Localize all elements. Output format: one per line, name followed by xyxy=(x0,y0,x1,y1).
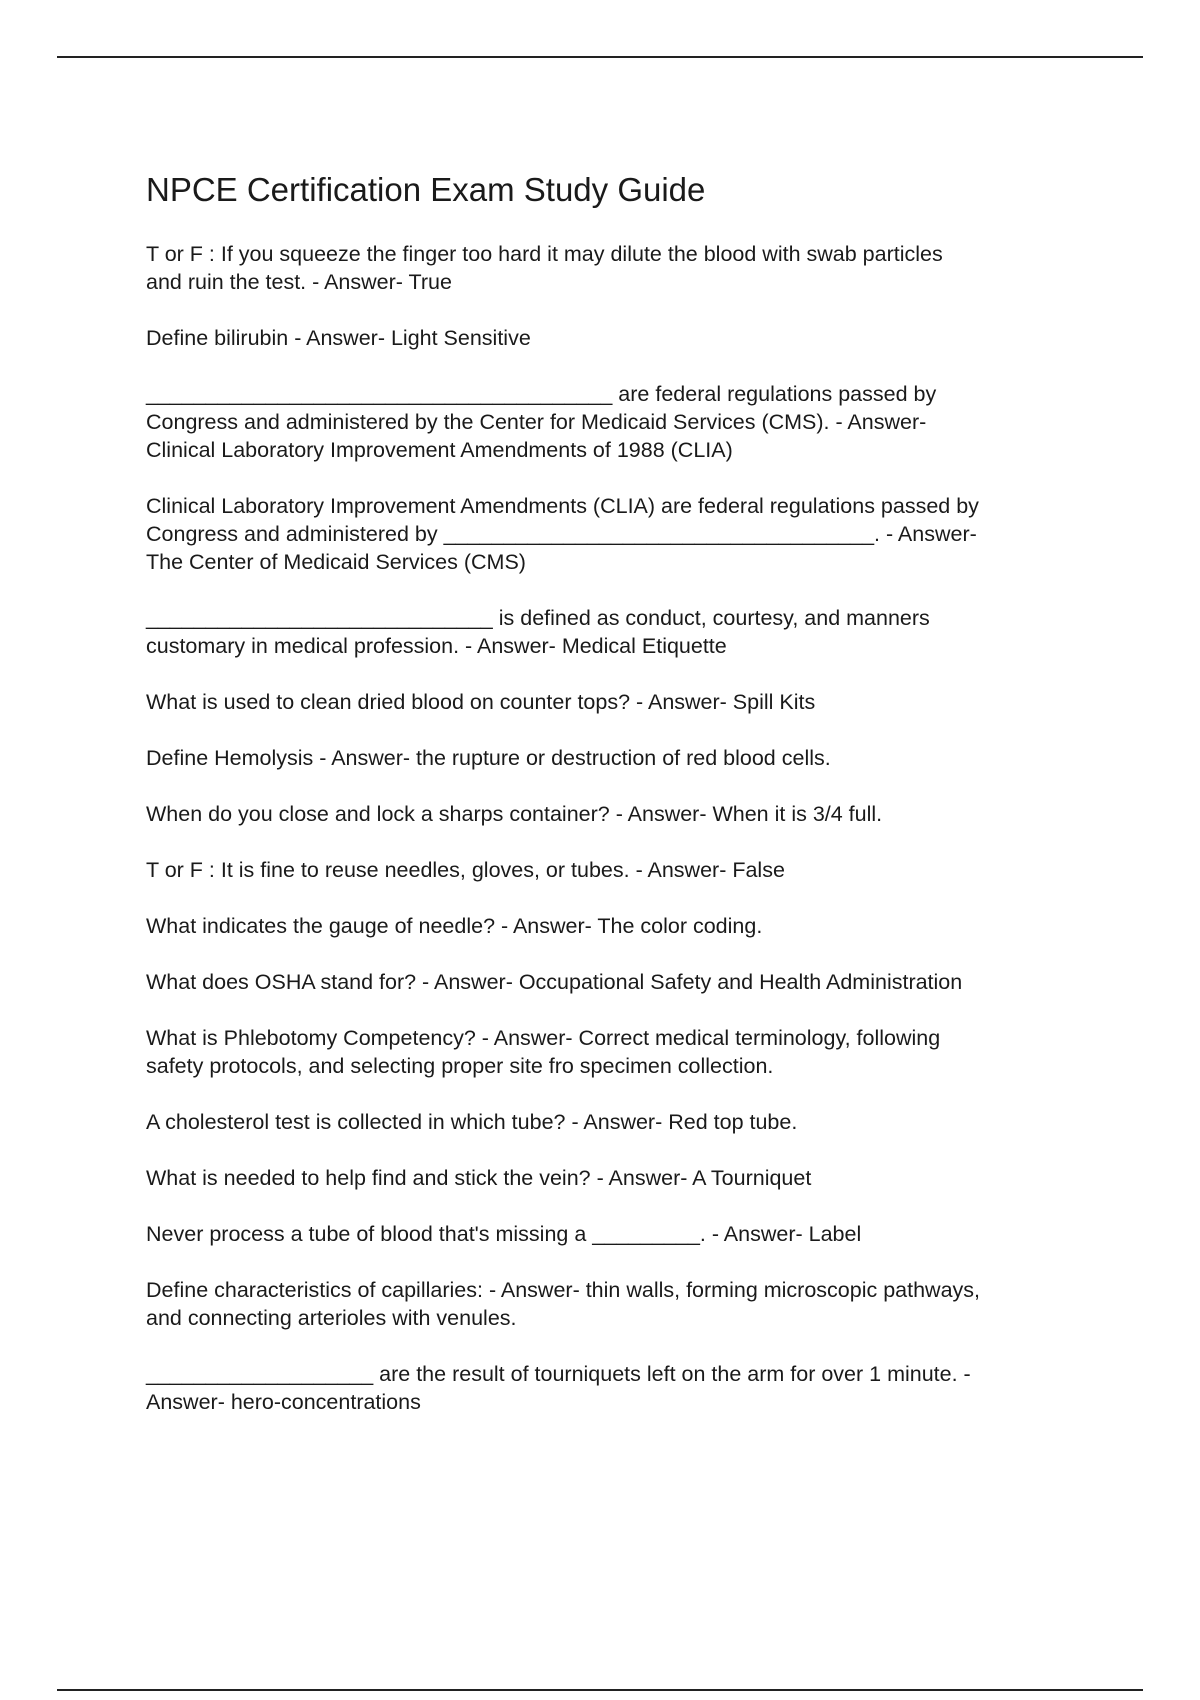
qa-item-17: ___________________ are the result of tourniquets left on the arm for over 1 minute. - Answer- hero-concentrations xyxy=(146,1361,971,1414)
qa-item-3: _______________________________________ are federal regulations passed by Congress and administered by the Center for Medicaid Services (CMS). - Answer- Clinical Laboratory Improvement Amendments of 1988 (CLIA) xyxy=(146,381,937,462)
document-body xyxy=(146,170,1096,1444)
qa-item-12: What is Phlebotomy Competency? - Answer- Correct medical terminology, following safety protocols, and selecting proper site fro specimen collection. xyxy=(146,1025,941,1078)
qa-item-9: T or F : It is fine to reuse needles, gloves, or tubes. - Answer- False xyxy=(146,857,785,882)
bottom-rule xyxy=(57,1689,1143,1691)
qa-item-11: What does OSHA stand for? - Answer- Occupational Safety and Health Administration xyxy=(146,969,963,994)
qa-item-7: Define Hemolysis - Answer- the rupture or destruction of red blood cells. xyxy=(146,745,831,770)
qa-item-2: Define bilirubin - Answer- Light Sensitive xyxy=(146,325,531,350)
qa-item-10: What indicates the gauge of needle? - Answer- The color coding. xyxy=(146,913,763,938)
qa-item-14: What is needed to help find and stick the vein? - Answer- A Tourniquet xyxy=(146,1165,812,1190)
document-title: NPCE Certification Exam Study Guide xyxy=(146,171,706,208)
qa-item-16: Define characteristics of capillaries: - Answer- thin walls, forming microscopic pathways, and connecting arterioles with venules. xyxy=(146,1277,981,1330)
qa-item-6: What is used to clean dried blood on counter tops? - Answer- Spill Kits xyxy=(146,689,816,714)
qa-item-8: When do you close and lock a sharps container? - Answer- When it is 3/4 full. xyxy=(146,801,883,826)
qa-item-13: A cholesterol test is collected in which tube? - Answer- Red top tube. xyxy=(146,1109,798,1134)
qa-item-15: Never process a tube of blood that's missing a _________. - Answer- Label xyxy=(146,1221,862,1246)
qa-item-5: _____________________________ is defined as conduct, courtesy, and manners customary in medical profession. - Answer- Medical Etiquette xyxy=(146,605,930,658)
qa-item-1: T or F : If you squeeze the finger too hard it may dilute the blood with swab particles and ruin the test. - Answer- True xyxy=(146,241,943,294)
qa-list xyxy=(146,240,1096,1416)
top-rule xyxy=(57,56,1143,58)
qa-item-4: Clinical Laboratory Improvement Amendments (CLIA) are federal regulations passed by Congress and administered by ____________________________________. - Answer- The Center of Medicaid Services (CMS) xyxy=(146,493,979,574)
